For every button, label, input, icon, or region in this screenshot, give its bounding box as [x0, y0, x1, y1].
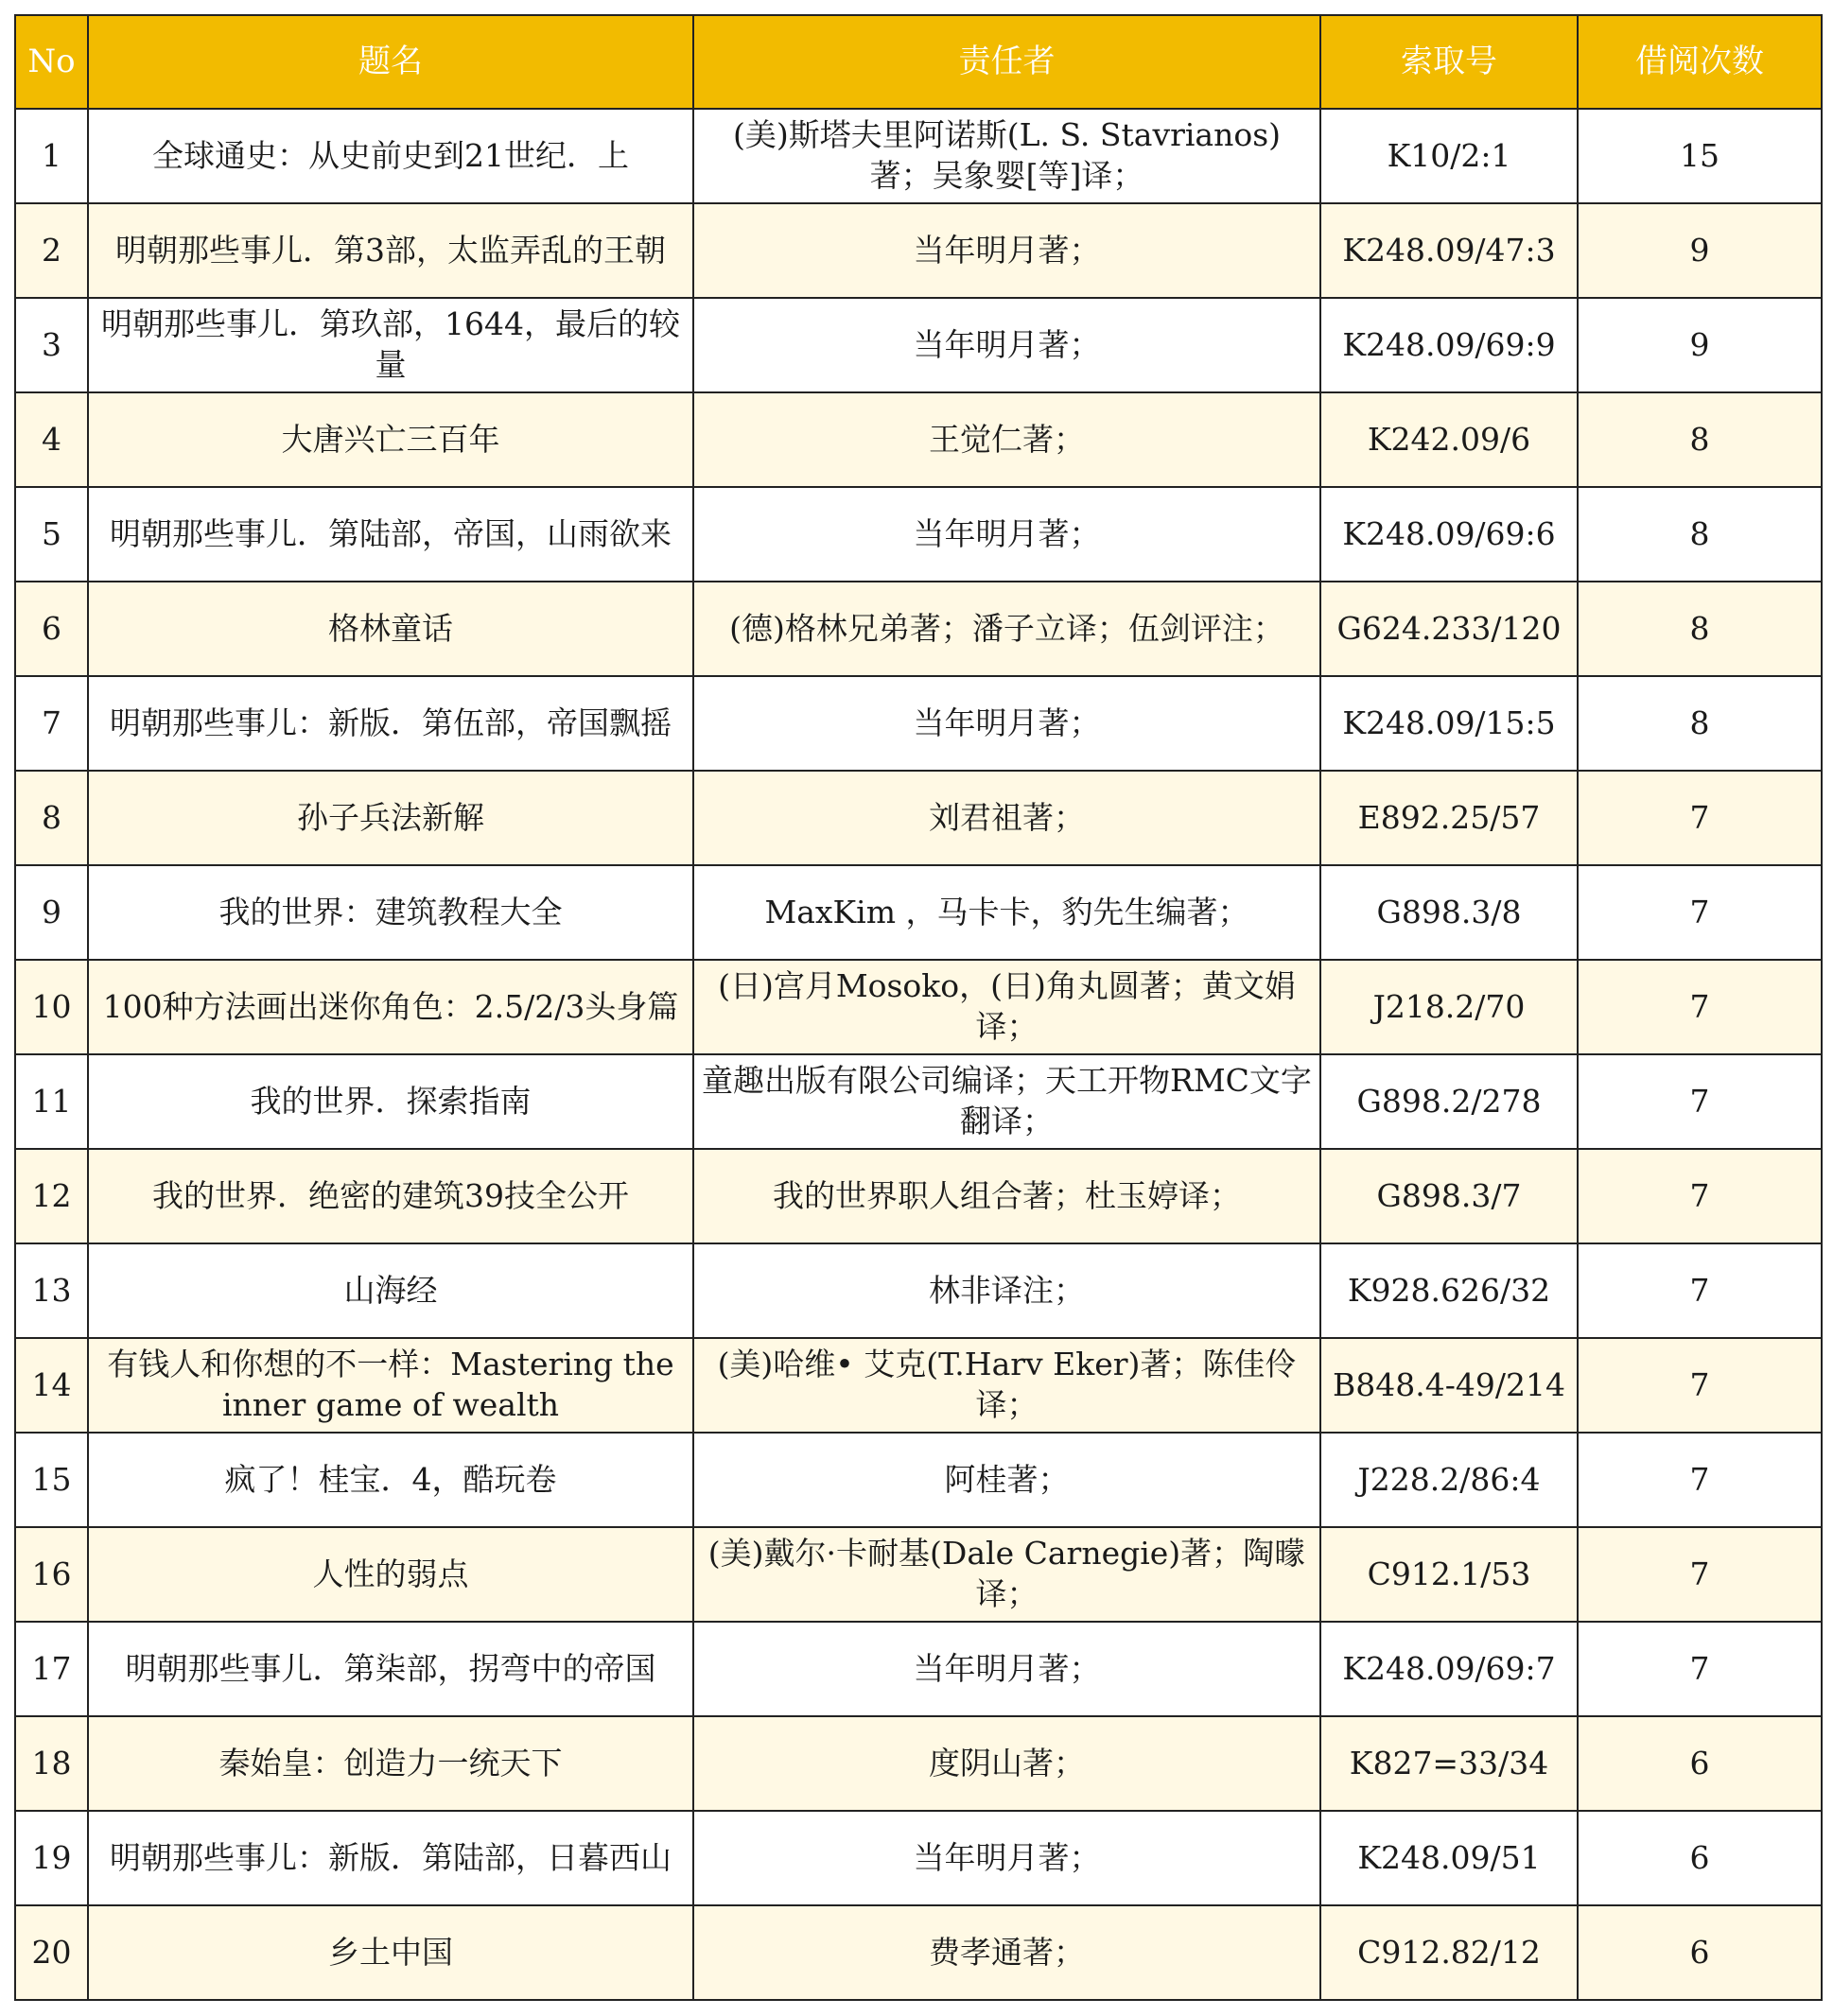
cell-borrow-count: 7 — [1578, 1149, 1822, 1243]
cell-call-number: K827=33/34 — [1320, 1716, 1578, 1811]
cell-no: 4 — [15, 392, 88, 487]
cell-author: 当年明月著； — [693, 1622, 1320, 1716]
cell-no: 11 — [15, 1054, 88, 1149]
cell-no: 6 — [15, 582, 88, 676]
cell-no: 5 — [15, 487, 88, 582]
cell-call-number: G898.3/7 — [1320, 1149, 1578, 1243]
cell-borrow-count: 9 — [1578, 203, 1822, 298]
cell-call-number: K928.626/32 — [1320, 1243, 1578, 1338]
cell-call-number: E892.25/57 — [1320, 771, 1578, 865]
cell-no: 20 — [15, 1905, 88, 2000]
cell-no: 3 — [15, 298, 88, 392]
cell-call-number: G898.2/278 — [1320, 1054, 1578, 1149]
cell-borrow-count: 15 — [1578, 109, 1822, 203]
cell-call-number: K248.09/15:5 — [1320, 676, 1578, 771]
table-row — [15, 487, 1822, 582]
cell-title: 明朝那些事儿．第玖部，1644，最后的较量 — [88, 298, 693, 392]
cell-call-number: K248.09/69:7 — [1320, 1622, 1578, 1716]
cell-title: 明朝那些事儿：新版．第伍部，帝国飘摇 — [88, 676, 693, 771]
table-row — [15, 1149, 1822, 1243]
cell-title: 全球通史：从史前史到21世纪．上 — [88, 109, 693, 203]
table-row — [15, 1716, 1822, 1811]
header-borrow-count: 借阅次数 — [1578, 15, 1822, 109]
cell-call-number: B848.4-49/214 — [1320, 1338, 1578, 1433]
cell-borrow-count: 7 — [1578, 1054, 1822, 1149]
cell-no: 12 — [15, 1149, 88, 1243]
cell-call-number: K242.09/6 — [1320, 392, 1578, 487]
cell-title: 山海经 — [88, 1243, 693, 1338]
table-row — [15, 109, 1822, 203]
cell-author: 度阴山著； — [693, 1716, 1320, 1811]
table-row — [15, 203, 1822, 298]
cell-author: (德)格林兄弟著；潘子立译；伍剑评注； — [693, 582, 1320, 676]
table-row — [15, 960, 1822, 1054]
cell-author: 当年明月著； — [693, 487, 1320, 582]
cell-author: (日)宫月Mosoko，(日)角丸圆著；黄文娟译； — [693, 960, 1320, 1054]
table-row — [15, 1905, 1822, 2000]
borrow-ranking-table — [14, 14, 1823, 2001]
cell-title: 我的世界．探索指南 — [88, 1054, 693, 1149]
cell-title: 乡土中国 — [88, 1905, 693, 2000]
table-body — [15, 109, 1822, 2000]
cell-borrow-count: 8 — [1578, 487, 1822, 582]
cell-author: (美)斯塔夫里阿诺斯(L. S. Stavrianos)著；吴象婴[等]译； — [693, 109, 1320, 203]
cell-author: 王觉仁著； — [693, 392, 1320, 487]
cell-no: 19 — [15, 1811, 88, 1905]
header-title: 题名 — [88, 15, 693, 109]
cell-borrow-count: 7 — [1578, 960, 1822, 1054]
cell-borrow-count: 6 — [1578, 1905, 1822, 2000]
cell-call-number: J228.2/86:4 — [1320, 1433, 1578, 1527]
cell-no: 15 — [15, 1433, 88, 1527]
cell-call-number: K248.09/69:9 — [1320, 298, 1578, 392]
cell-author: 费孝通著； — [693, 1905, 1320, 2000]
cell-borrow-count: 7 — [1578, 771, 1822, 865]
cell-author: 当年明月著； — [693, 676, 1320, 771]
cell-title: 明朝那些事儿．第陆部，帝国，山雨欲来 — [88, 487, 693, 582]
cell-author: 我的世界职人组合著；杜玉婷译； — [693, 1149, 1320, 1243]
cell-borrow-count: 8 — [1578, 676, 1822, 771]
cell-title: 明朝那些事儿．第柒部，拐弯中的帝国 — [88, 1622, 693, 1716]
table-row — [15, 771, 1822, 865]
cell-no: 8 — [15, 771, 88, 865]
cell-author: 当年明月著； — [693, 1811, 1320, 1905]
cell-author: 童趣出版有限公司编译；天工开物RMC文字翻译； — [693, 1054, 1320, 1149]
cell-no: 7 — [15, 676, 88, 771]
cell-title: 有钱人和你想的不一样：Mastering the inner game of wealth — [88, 1338, 693, 1433]
table-row — [15, 582, 1822, 676]
cell-borrow-count: 7 — [1578, 1527, 1822, 1622]
table-row — [15, 865, 1822, 960]
cell-no: 10 — [15, 960, 88, 1054]
cell-author: 当年明月著； — [693, 298, 1320, 392]
cell-title: 格林童话 — [88, 582, 693, 676]
table-row — [15, 1811, 1822, 1905]
cell-title: 100种方法画出迷你角色：2.5/2/3头身篇 — [88, 960, 693, 1054]
cell-call-number: K248.09/51 — [1320, 1811, 1578, 1905]
cell-title: 明朝那些事儿：新版．第陆部，日暮西山 — [88, 1811, 693, 1905]
cell-borrow-count: 8 — [1578, 392, 1822, 487]
table-row — [15, 1527, 1822, 1622]
cell-borrow-count: 7 — [1578, 865, 1822, 960]
cell-author: 当年明月著； — [693, 203, 1320, 298]
cell-borrow-count: 7 — [1578, 1622, 1822, 1716]
header-call-number: 索取号 — [1320, 15, 1578, 109]
cell-borrow-count: 6 — [1578, 1811, 1822, 1905]
cell-author: (美)哈维• 艾克(T.Harv Eker)著；陈佳伶译； — [693, 1338, 1320, 1433]
cell-title: 明朝那些事儿．第3部，太监弄乱的王朝 — [88, 203, 693, 298]
cell-call-number: C912.82/12 — [1320, 1905, 1578, 2000]
cell-no: 9 — [15, 865, 88, 960]
cell-borrow-count: 7 — [1578, 1243, 1822, 1338]
cell-author: MaxKim ，马卡卡，豹先生编著； — [693, 865, 1320, 960]
cell-title: 疯了！桂宝．4，酷玩卷 — [88, 1433, 693, 1527]
cell-no: 14 — [15, 1338, 88, 1433]
cell-author: (美)戴尔·卡耐基(Dale Carnegie)著；陶曚译； — [693, 1527, 1320, 1622]
cell-no: 2 — [15, 203, 88, 298]
cell-title: 大唐兴亡三百年 — [88, 392, 693, 487]
cell-call-number: G624.233/120 — [1320, 582, 1578, 676]
cell-call-number: K248.09/69:6 — [1320, 487, 1578, 582]
cell-title: 孙子兵法新解 — [88, 771, 693, 865]
cell-no: 1 — [15, 109, 88, 203]
cell-borrow-count: 7 — [1578, 1338, 1822, 1433]
cell-call-number: K10/2:1 — [1320, 109, 1578, 203]
cell-no: 13 — [15, 1243, 88, 1338]
cell-author: 刘君祖著； — [693, 771, 1320, 865]
table-row — [15, 676, 1822, 771]
table-row — [15, 1243, 1822, 1338]
header-author: 责任者 — [693, 15, 1320, 109]
cell-author: 阿桂著； — [693, 1433, 1320, 1527]
cell-call-number: J218.2/70 — [1320, 960, 1578, 1054]
cell-title: 人性的弱点 — [88, 1527, 693, 1622]
cell-borrow-count: 6 — [1578, 1716, 1822, 1811]
cell-no: 17 — [15, 1622, 88, 1716]
cell-call-number: K248.09/47:3 — [1320, 203, 1578, 298]
header-row — [15, 15, 1822, 109]
cell-title: 我的世界．绝密的建筑39技全公开 — [88, 1149, 693, 1243]
cell-title: 秦始皇：创造力一统天下 — [88, 1716, 693, 1811]
cell-borrow-count: 7 — [1578, 1433, 1822, 1527]
table-header — [15, 15, 1822, 109]
cell-call-number: G898.3/8 — [1320, 865, 1578, 960]
table-row — [15, 1054, 1822, 1149]
table-row — [15, 1433, 1822, 1527]
cell-borrow-count: 9 — [1578, 298, 1822, 392]
cell-borrow-count: 8 — [1578, 582, 1822, 676]
cell-no: 18 — [15, 1716, 88, 1811]
cell-no: 16 — [15, 1527, 88, 1622]
cell-author: 林非译注； — [693, 1243, 1320, 1338]
table-row — [15, 1338, 1822, 1433]
cell-call-number: C912.1/53 — [1320, 1527, 1578, 1622]
cell-title: 我的世界：建筑教程大全 — [88, 865, 693, 960]
table-row — [15, 392, 1822, 487]
header-no: No — [15, 15, 88, 109]
table-row — [15, 298, 1822, 392]
table-row — [15, 1622, 1822, 1716]
